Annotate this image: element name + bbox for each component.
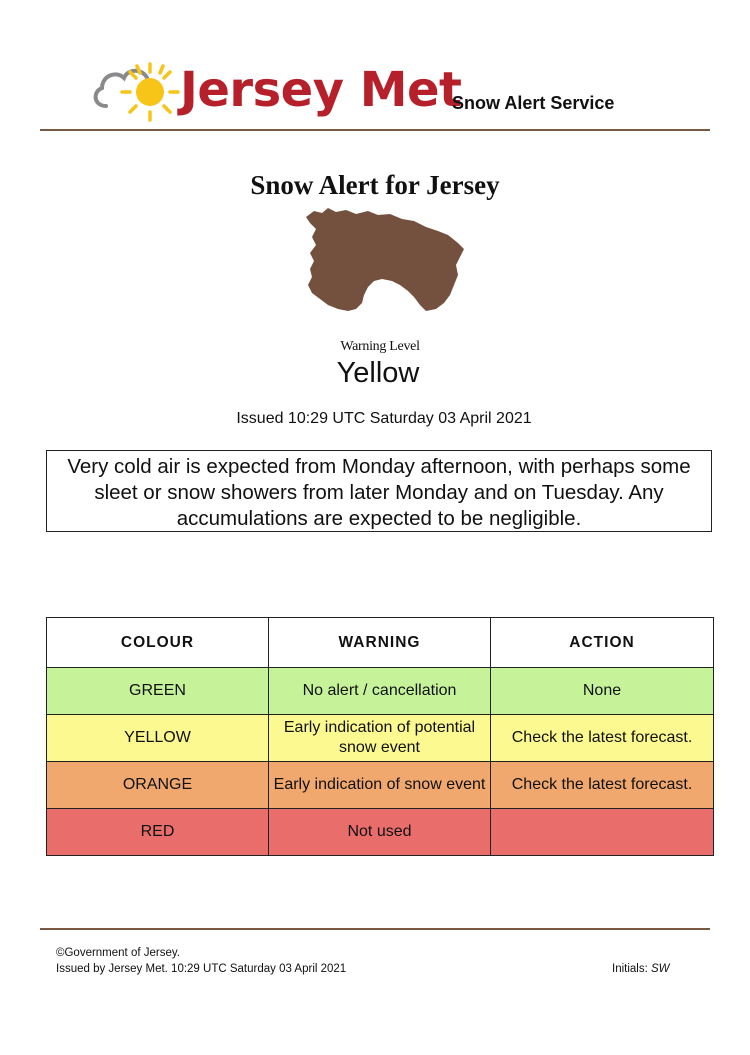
table-header-row: [47, 618, 714, 668]
warning-legend-table: [46, 617, 714, 856]
table-row-orange: [47, 762, 714, 809]
initials-value: SW: [651, 963, 670, 975]
action-cell: Check the latest forecast.: [491, 715, 714, 762]
warning-column-header: WARNING: [269, 618, 491, 668]
warning-level-label: Warning Level: [340, 339, 420, 354]
table-row-yellow: [47, 715, 714, 762]
footer-divider: [40, 928, 710, 930]
sun-icon: [122, 64, 178, 120]
table-row-red: [47, 809, 714, 856]
action-cell: [491, 809, 714, 856]
logo-wordmark: Jersey Met: [180, 62, 462, 118]
jersey-map-icon: [298, 205, 468, 315]
action-cell: Check the latest forecast.: [491, 762, 714, 809]
initials-label: Initials:: [612, 963, 648, 975]
page-title: Snow Alert for Jersey: [250, 170, 500, 200]
alert-description: Very cold air is expected from Monday afternoon, with perhaps some sleet or snow showers from later Monday and on Tuesday. Any accumulations are expected to be negligible.: [46, 450, 712, 532]
warning-cell: Not used: [269, 809, 491, 856]
colour-column-header: COLOUR: [47, 618, 269, 668]
colour-cell: GREEN: [47, 668, 269, 715]
issued-by-text: Issued by Jersey Met. 10:29 UTC Saturday 03 April 2021: [56, 963, 347, 975]
colour-cell: ORANGE: [47, 762, 269, 809]
action-column-header: ACTION: [491, 618, 714, 668]
header-divider: [40, 129, 710, 131]
warning-cell: Early indication of snow event: [269, 762, 491, 809]
colour-cell: RED: [47, 809, 269, 856]
warning-cell: No alert / cancellation: [269, 668, 491, 715]
initials: [612, 962, 670, 976]
table-row-green: [47, 668, 714, 715]
warning-level-value: Yellow: [336, 357, 420, 389]
copyright-text: ©Government of Jersey.: [56, 947, 180, 959]
issued-time: Issued 10:29 UTC Saturday 03 April 2021: [236, 410, 532, 427]
warning-cell: Early indication of potential snow event: [269, 715, 491, 762]
action-cell: None: [491, 668, 714, 715]
service-name: Snow Alert Service: [452, 93, 615, 113]
colour-cell: YELLOW: [47, 715, 269, 762]
